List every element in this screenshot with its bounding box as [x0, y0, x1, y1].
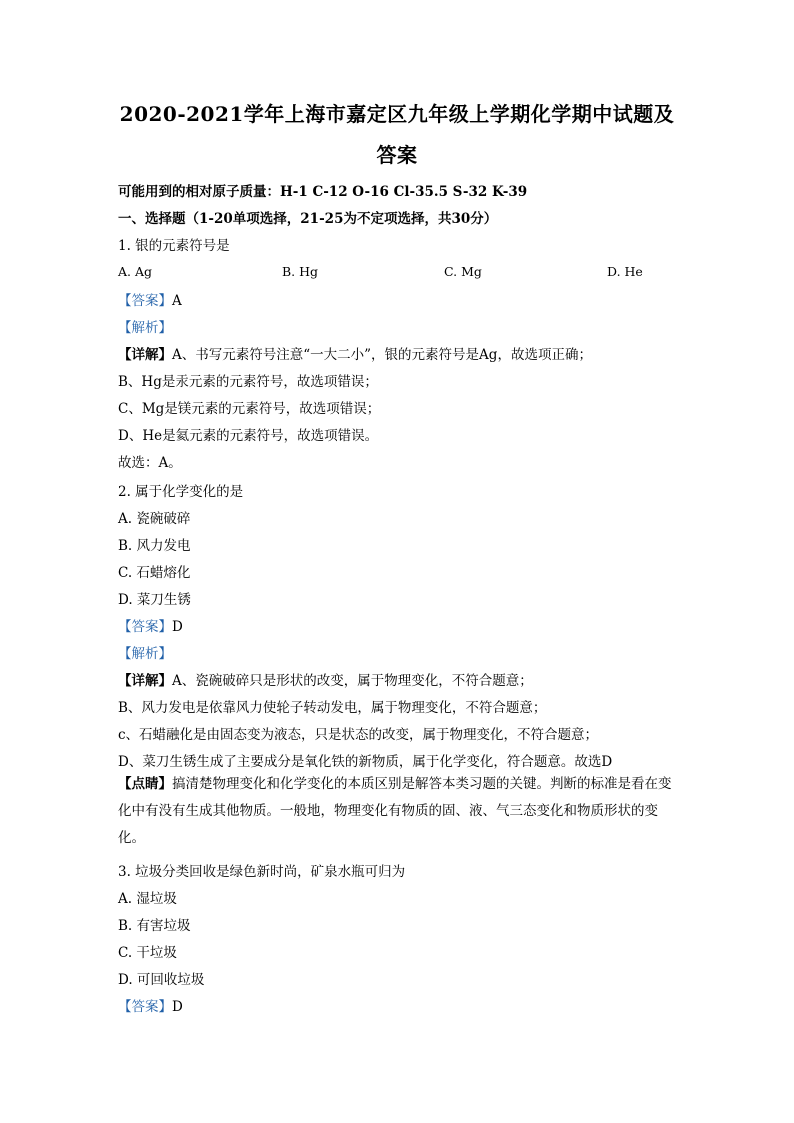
q3-answer — [118, 995, 183, 1015]
q1-detail-line-b: B、Hg是汞元素的元素符号，故选项错误； — [118, 374, 378, 390]
q2-detail — [118, 669, 533, 689]
q1-option-c: C. Mg — [444, 264, 482, 279]
q2-analysis-tag: 【解析】 — [118, 646, 172, 662]
q1-option-d: D. He — [607, 264, 643, 279]
question-3-stem: 3. 垃圾分类回收是绿色新时尚，矿泉水瓶可归为 — [118, 864, 406, 880]
q1-conclusion: 故选：A。 — [118, 455, 182, 471]
q1-option-b: B. Hg — [282, 264, 319, 279]
q1-detail-line-c: C、Mg是镁元素的元素符号，故选项错误； — [118, 401, 381, 417]
q2-detail-line-c: c、石蜡融化是由固态变为液态，只是状态的改变，属于物理变化，不符合题意； — [118, 727, 599, 743]
detail-text: A、书写元素符号注意“一大二小”，银的元素符号是Ag，故选项正确； — [172, 347, 592, 363]
page-title-line-1: 2020-2021学年上海市嘉定区九年级上学期化学期中试题及 — [119, 102, 675, 126]
section-heading: 一、选择题（1-20单项选择，21-25为不定项选择，共30分） — [118, 211, 498, 227]
q3-option-d: D. 可回收垃圾 — [118, 972, 205, 988]
q1-option-a: A. Ag — [118, 264, 153, 279]
detail-tag: 【详解】 — [118, 673, 172, 689]
answer-tag: 【答案】 — [118, 293, 172, 309]
q1-analysis-tag: 【解析】 — [118, 320, 172, 336]
q3-option-b: B. 有害垃圾 — [118, 918, 191, 934]
q2-option-a: A. 瓷碗破碎 — [118, 511, 191, 527]
q1-detail — [118, 343, 592, 363]
detail-text: A、瓷碗破碎只是形状的改变，属于物理变化，不符合题意； — [172, 673, 533, 689]
question-2-stem: 2. 属于化学变化的是 — [118, 484, 244, 500]
note-tag: 【点睛】 — [118, 776, 172, 792]
q2-option-c: C. 石蜡熔化 — [118, 565, 191, 581]
question-1-stem: 1. 银的元素符号是 — [118, 238, 230, 254]
answer-value: D — [172, 619, 183, 635]
note-text: 搞清楚物理变化和化学变化的本质区别是解答本类习题的关键。判断的标准是看在变化中有没有生成其他物质。一般地，物理变化有物质的固、液、气三态变化和物质形状的变化。 — [118, 776, 672, 846]
q2-detail-line-b: B、风力发电是依靠风力使轮子转动发电，属于物理变化，不符合题意； — [118, 700, 547, 716]
q3-option-c: C. 干垃圾 — [118, 945, 177, 961]
q2-answer — [118, 615, 183, 635]
answer-value: D — [172, 999, 183, 1015]
q2-option-d: D. 菜刀生锈 — [118, 592, 191, 608]
answer-tag: 【答案】 — [118, 619, 172, 635]
detail-tag: 【详解】 — [118, 347, 172, 363]
answer-value: A — [172, 293, 182, 309]
q3-option-a: A. 湿垃圾 — [118, 891, 177, 907]
atomic-masses-note: 可能用到的相对原子质量：H-1 C-12 O-16 Cl-35.5 S-32 K-39 — [118, 184, 528, 200]
q2-detail-line-d: D、菜刀生锈生成了主要成分是氧化铁的新物质，属于化学变化，符合题意。故选D — [118, 754, 613, 770]
q1-answer — [118, 289, 182, 309]
page-title-line-2: 答案 — [376, 143, 418, 167]
q1-detail-line-d: D、He是氦元素的元素符号，故选项错误。 — [118, 428, 379, 444]
answer-tag: 【答案】 — [118, 999, 172, 1015]
q2-note — [118, 771, 678, 852]
q2-option-b: B. 风力发电 — [118, 538, 191, 554]
